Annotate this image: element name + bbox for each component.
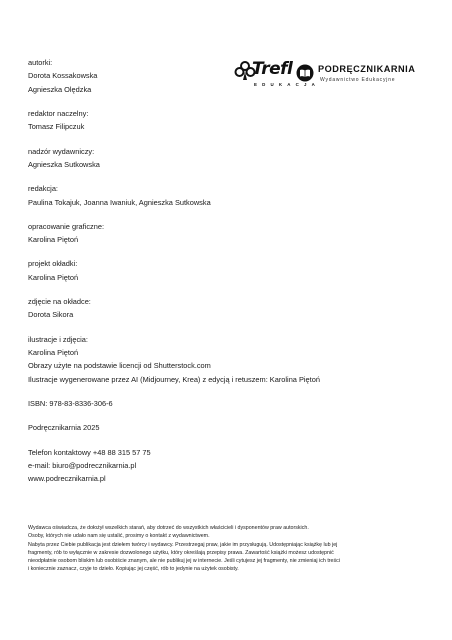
credit-value: www.podrecznikarnia.pl	[28, 474, 106, 484]
credit-value: Karolina Piętoń	[28, 235, 79, 245]
trefl-wordmark: Trefl	[252, 59, 293, 79]
credit-label: autorki:	[28, 58, 53, 67]
section-gap	[28, 171, 328, 182]
credit-label: nadzór wydawniczy:	[28, 146, 95, 156]
credit-value: Tomasz Filipczuk	[28, 122, 85, 132]
podrecznikarnia-subtitle: Wydawnictwo Edukacyjne	[320, 77, 396, 83]
credit-label: redakcja:	[28, 184, 58, 194]
podrecznikarnia-title: PODRĘCZNIKARNIA	[318, 64, 416, 74]
credit-value: Karolina Piętoń	[28, 348, 79, 358]
section-gap	[28, 209, 328, 220]
legal-line: Nabyta przez Ciebie publikacja jest dziełem twórcy i wydawcy. Przestrzegaj praw, jakie im przysługują. Udostępniając książkę lub jej	[28, 541, 338, 548]
credit-value: Agnieszka Olędzka	[28, 84, 92, 94]
publisher-logos	[234, 58, 434, 94]
credit-value: Dorota Kossakowska	[28, 71, 98, 81]
credit-label: zdjęcie na okładce:	[28, 297, 91, 307]
credit-value: Paulina Tokajuk, Joanna Iwaniuk, Agnieszka Sutkowska	[28, 197, 211, 207]
credit-label: redaktor naczelny:	[28, 109, 89, 119]
credit-value: Dorota Sikora	[28, 310, 74, 320]
credit-value: Karolina Piętoń	[28, 272, 79, 282]
section-gap	[28, 134, 328, 145]
legal-line: i koniecznie zaznacz, czyje to dzieło. Kopiując jej część, rób to jedynie na użytek osobisty.	[28, 566, 239, 573]
legal-notice	[28, 524, 430, 574]
section-gap	[28, 322, 328, 333]
legal-line: nieodpłatnie osobom bliskim lub osobiście znanym, ale nie publikuj jej w internecie. Jeśli cytujesz jej fragmenty, nie zmieniaj ich treści	[28, 558, 340, 565]
credit-label: opracowanie graficzne:	[28, 221, 105, 231]
section-gap	[28, 247, 328, 258]
section-gap	[28, 411, 328, 422]
credit-value: Agnieszka Sutkowska	[28, 160, 100, 170]
legal-line: Wydawca oświadcza, że dołożył wszelkich starań, aby dotrzeć do wszystkich właścicieli i dysponentów praw autorskich.	[28, 525, 309, 531]
credit-value: Telefon kontaktowy +48 88 315 57 75	[28, 447, 151, 457]
section-gap	[28, 96, 328, 107]
credit-label: projekt okładki:	[28, 259, 78, 269]
book-icon	[296, 64, 314, 82]
credit-value: Ilustracje wygenerowane przez AI (Midjourney, Krea) z edycją i retuszem: Karolina Piętoń	[28, 374, 320, 384]
legal-line: Osoby, których nie udało nam się ustalić, prosimy o kontakt z wydawnictwem.	[28, 533, 210, 540]
trefl-subtitle: EDUKACJA	[254, 82, 320, 87]
credit-value: Obrazy użyte na podstawie licencji od Shutterstock.com	[28, 361, 211, 371]
podrecznikarnia-logo	[296, 62, 426, 92]
legal-line: fragmenty, rób to wyłącznie w zakresie dozwolonego użytku, który określają przepisy prawa. Zawartość książki możesz udostępnić	[28, 549, 334, 556]
section-gap	[28, 435, 328, 446]
credit-value: Podręcznikarnia 2025	[28, 423, 100, 433]
credit-value: e-mail: biuro@podrecznikarnia.pl	[28, 460, 137, 470]
section-gap	[28, 386, 328, 397]
section-gap	[28, 284, 328, 295]
credit-value: ISBN: 978-83-8336-306-6	[28, 399, 113, 409]
credit-label: ilustracje i zdjęcia:	[28, 334, 88, 344]
credits-block	[28, 56, 328, 486]
